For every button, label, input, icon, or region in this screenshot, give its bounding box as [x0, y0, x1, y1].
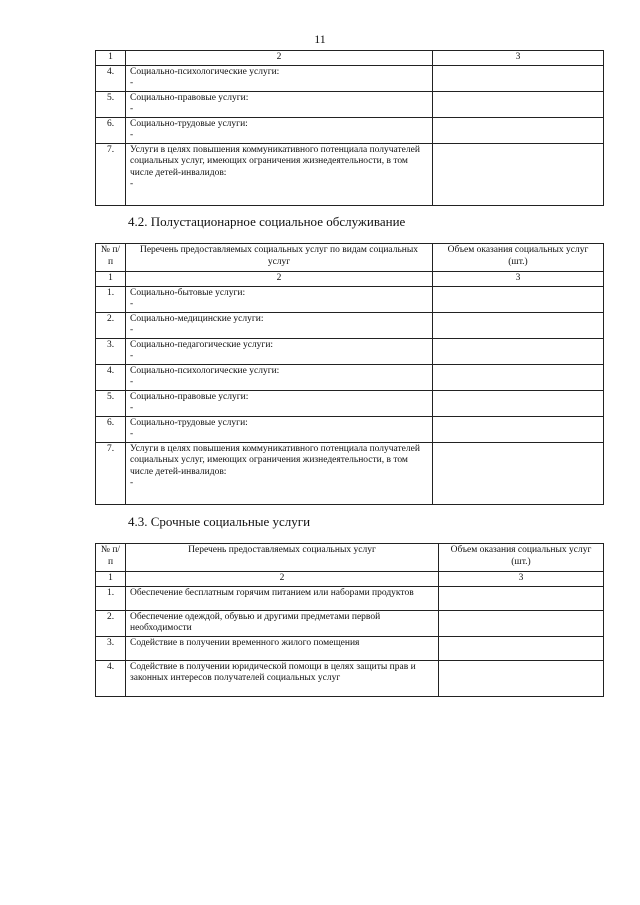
header-services: Перечень предоставляемых социальных услуг по видам социальных услуг [126, 244, 433, 272]
colnum-3: 3 [433, 272, 604, 287]
table-row [96, 660, 604, 696]
header-number: № п/п [96, 244, 126, 272]
row-volume [433, 286, 604, 312]
row-text: Социально-психологические услуги: - [126, 65, 433, 91]
colnum-3: 3 [439, 572, 604, 587]
table-row [96, 364, 604, 390]
row-volume [433, 117, 604, 143]
row-number: 7. [96, 143, 126, 205]
row-volume [433, 91, 604, 117]
row-text: Содействие в получении временного жилого помещения [126, 636, 439, 660]
table-semi-stationary [95, 243, 604, 505]
row-number: 4. [96, 364, 126, 390]
table-row [96, 91, 604, 117]
row-volume [433, 143, 604, 205]
row-volume [439, 586, 604, 610]
row-text: Содействие в получении юридической помощи в целях защиты прав и законных интересов получателей социальных услуг [126, 660, 439, 696]
table-row [96, 286, 604, 312]
row-number: 5. [96, 91, 126, 117]
row-volume [433, 364, 604, 390]
table-row [96, 143, 604, 205]
row-number: 5. [96, 390, 126, 416]
table-row [96, 117, 604, 143]
row-text: Социально-медицинские услуги: - [126, 312, 433, 338]
row-number: 6. [96, 416, 126, 442]
row-number: 3. [96, 636, 126, 660]
row-number: 4. [96, 65, 126, 91]
row-number: 4. [96, 660, 126, 696]
colnum-2: 2 [126, 272, 433, 287]
row-text: Социально-трудовые услуги: - [126, 117, 433, 143]
table-urgent-services [95, 543, 604, 697]
row-number: 1. [96, 586, 126, 610]
row-volume [433, 338, 604, 364]
table-header [96, 244, 604, 272]
row-volume [433, 312, 604, 338]
row-volume [439, 636, 604, 660]
colnum-3: 3 [433, 51, 604, 66]
table-row [96, 586, 604, 610]
row-text: Социально-трудовые услуги: - [126, 416, 433, 442]
colnum-1: 1 [96, 572, 126, 587]
row-volume [439, 610, 604, 636]
table-row [96, 416, 604, 442]
row-text: Услуги в целях повышения коммуникативного потенциала получателей социальных услуг, имеющих ограничения жизнедеятельности, в том числе детей-инвалидов: - [126, 442, 433, 504]
row-number: 1. [96, 286, 126, 312]
table-header [96, 544, 604, 572]
row-volume [433, 442, 604, 504]
row-number: 3. [96, 338, 126, 364]
table-continuation [95, 50, 604, 206]
row-number: 6. [96, 117, 126, 143]
row-text: Социально-педагогические услуги: - [126, 338, 433, 364]
row-volume [439, 660, 604, 696]
table-row [96, 390, 604, 416]
row-text: Обеспечение бесплатным горячим питанием или наборами продуктов [126, 586, 439, 610]
table-row [96, 636, 604, 660]
table-column-numbers [96, 572, 604, 587]
row-text: Социально-правовые услуги: - [126, 91, 433, 117]
table-row [96, 65, 604, 91]
section-title-urgent: 4.3. Срочные социальные услуги [128, 514, 311, 529]
colnum-1: 1 [96, 272, 126, 287]
row-volume [433, 65, 604, 91]
table-row [96, 338, 604, 364]
header-volume: Объем оказания социальных услуг (шт.) [433, 244, 604, 272]
row-text: Социально-бытовые услуги: - [126, 286, 433, 312]
row-text: Социально-правовые услуги: - [126, 390, 433, 416]
row-volume [433, 390, 604, 416]
page-number: 11 [314, 32, 326, 46]
table-row [96, 610, 604, 636]
colnum-2: 2 [126, 572, 439, 587]
row-text: Социально-психологические услуги: - [126, 364, 433, 390]
row-text: Услуги в целях повышения коммуникативного потенциала получателей социальных услуг, имеющих ограничения жизнедеятельности, в том числе детей-инвалидов: - [126, 143, 433, 205]
row-volume [433, 416, 604, 442]
section-title-semi-stationary: 4.2. Полустационарное социальное обслуживание [128, 214, 406, 229]
table-row [96, 312, 604, 338]
table-row [96, 442, 604, 504]
table-column-numbers [96, 272, 604, 287]
row-number: 7. [96, 442, 126, 504]
row-number: 2. [96, 610, 126, 636]
row-number: 2. [96, 312, 126, 338]
header-volume: Объем оказания социальных услуг (шт.) [439, 544, 604, 572]
header-services: Перечень предоставляемых социальных услуг [126, 544, 439, 572]
colnum-2: 2 [126, 51, 433, 66]
colnum-1: 1 [96, 51, 126, 66]
header-number: № п/п [96, 544, 126, 572]
table-column-numbers [96, 51, 604, 66]
row-text: Обеспечение одеждой, обувью и другими предметами первой необходимости [126, 610, 439, 636]
